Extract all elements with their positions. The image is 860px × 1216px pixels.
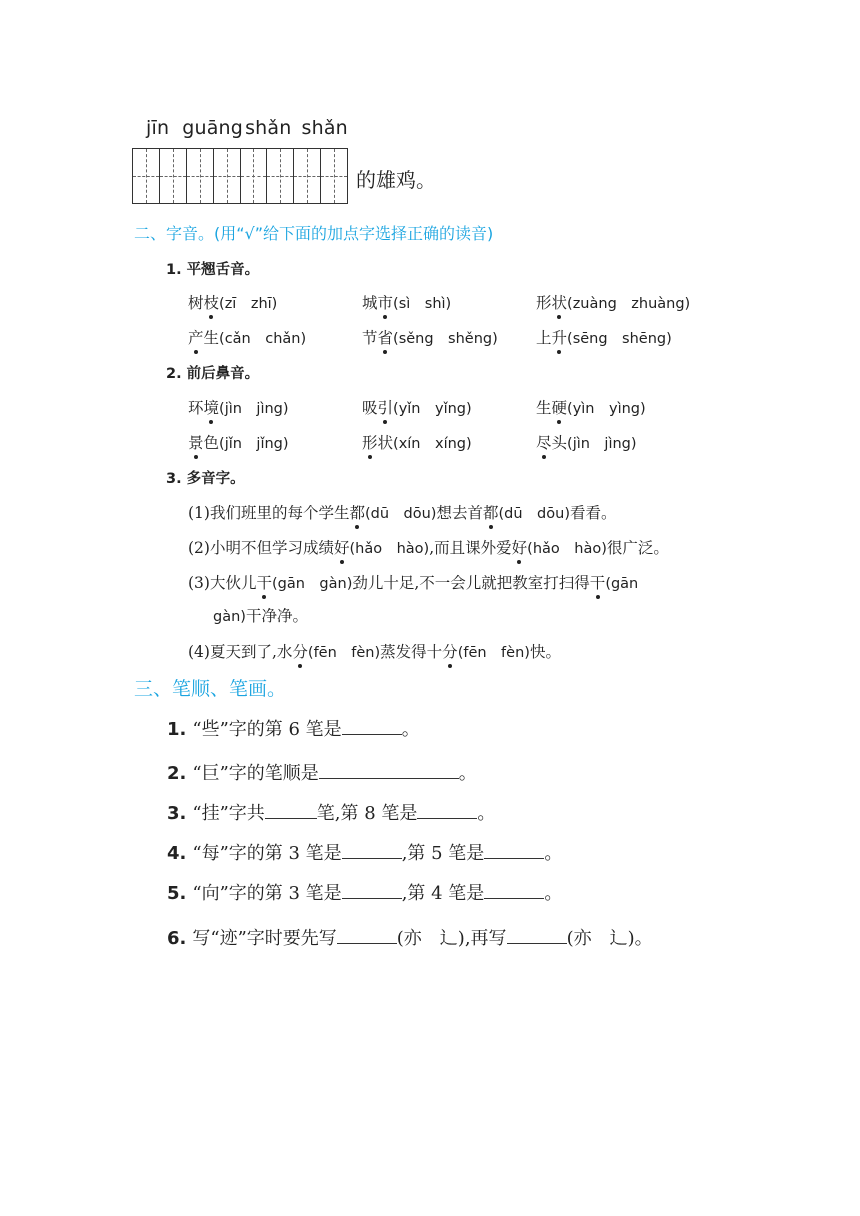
pinyin-row — [146, 117, 361, 139]
char: 形 — [536, 294, 552, 312]
question-text: 。 — [477, 803, 496, 824]
subsection-title: 3. 多音字。 — [166, 471, 245, 487]
pronunciation-item[interactable] — [188, 396, 289, 418]
pinyin-options[interactable]: (cǎn chǎn) — [219, 331, 307, 347]
dotted-char: 都 — [482, 504, 499, 522]
char: 节 — [362, 329, 378, 347]
dotted-char: 都 — [349, 504, 365, 522]
char: 上 — [536, 329, 552, 347]
sentence-text: 很广泛。 — [606, 539, 669, 557]
pinyin-options[interactable]: (hǎo hào) — [349, 541, 430, 557]
question-text: 笔,第 8 笔是 — [316, 803, 418, 824]
question-text: 。 — [544, 883, 563, 904]
answer-blank[interactable] — [342, 880, 402, 899]
question-number: 5. — [167, 883, 187, 904]
question-text: 。 — [401, 719, 420, 740]
char: 头 — [551, 434, 568, 452]
grid-cell[interactable] — [267, 149, 294, 203]
dotted-char: 干 — [589, 574, 606, 592]
answer-blank[interactable] — [507, 925, 567, 944]
pronunciation-item[interactable] — [362, 431, 472, 453]
dotted-char: 产 — [188, 329, 204, 347]
question-number: 1. — [167, 719, 187, 740]
question-text: ,再写 — [464, 928, 507, 949]
sentence-text: 劲儿十足,不一会儿就把教室打扫得 — [352, 574, 590, 592]
sentence-text: (2)小明不但学习成绩 — [188, 539, 334, 557]
char: 吸 — [362, 399, 378, 417]
pinyin-options[interactable]: (fēn fèn) — [307, 645, 381, 661]
sentence-text: (3)大伙儿 — [188, 574, 257, 592]
question-text: “每”字的第 3 笔是 — [192, 843, 342, 864]
question-number: 6. — [167, 928, 187, 949]
stroke-options[interactable]: (亦 ⻌) — [396, 928, 465, 949]
question-text: 。 — [458, 763, 477, 784]
dotted-char: 分 — [292, 643, 308, 661]
pronunciation-item[interactable] — [536, 326, 672, 348]
char: 环 — [188, 399, 204, 417]
pronunciation-item[interactable] — [536, 291, 690, 313]
pronunciation-item[interactable] — [362, 326, 498, 348]
dotted-char: 尽 — [536, 434, 552, 452]
char: 树 — [188, 294, 204, 312]
stroke-question — [167, 715, 420, 741]
question-text: “挂”字共 — [192, 803, 265, 824]
question-number: 4. — [167, 843, 187, 864]
polyphone-sentence — [188, 571, 638, 593]
pinyin-options[interactable]: (jǐn jǐng) — [219, 436, 289, 452]
dotted-char: 好 — [511, 539, 528, 557]
dotted-char: 枝 — [203, 294, 220, 312]
polyphone-sentence-continued — [213, 604, 308, 626]
grid-cell[interactable] — [321, 149, 347, 203]
question-text: 。 — [544, 843, 563, 864]
pinyin-options[interactable]: (hǎo hào) — [527, 541, 607, 557]
stroke-question — [167, 799, 495, 825]
pinyin-options[interactable]: (zī zhī) — [219, 296, 278, 312]
pinyin-options[interactable]: (yìn yìng) — [567, 401, 646, 417]
pronunciation-item[interactable] — [188, 431, 289, 453]
question-text: ,第 5 笔是 — [401, 843, 485, 864]
question-number: 3. — [167, 803, 187, 824]
sentence-text: 干净净。 — [245, 607, 308, 625]
pronunciation-item[interactable] — [536, 431, 637, 453]
answer-blank[interactable] — [484, 880, 544, 899]
answer-blank[interactable] — [417, 800, 477, 819]
dotted-char: 干 — [256, 574, 272, 592]
sentence-text: (1)我们班里的每个学生 — [188, 504, 350, 522]
char: 生 — [203, 329, 220, 347]
pinyin-options[interactable]: (gān — [605, 576, 639, 592]
answer-blank[interactable] — [484, 840, 544, 859]
stroke-question — [167, 839, 562, 865]
stroke-question — [167, 879, 562, 905]
pinyin-options[interactable]: (dū dōu) — [498, 506, 570, 522]
sentence-text: 想去首 — [436, 504, 483, 522]
polyphone-sentence — [188, 501, 617, 523]
pronunciation-item[interactable] — [188, 291, 277, 313]
grid-cell[interactable] — [133, 149, 160, 203]
char: 生 — [536, 399, 552, 417]
writing-grid[interactable] — [132, 148, 348, 204]
pinyin-options[interactable]: (jìn jìng) — [219, 401, 289, 417]
polyphone-sentence — [188, 640, 561, 662]
dotted-char: 形 — [362, 434, 378, 452]
pinyin-options[interactable]: (fēn fèn) — [457, 645, 530, 661]
sentence-text: 看看。 — [569, 504, 617, 522]
answer-blank[interactable] — [342, 840, 402, 859]
subsection-title: 2. 前后鼻音。 — [166, 366, 260, 382]
dotted-char: 境 — [203, 399, 220, 417]
dotted-char: 省 — [377, 329, 394, 347]
pinyin-options[interactable]: (sěng shěng) — [393, 331, 498, 347]
sentence-text: ,而且课外爱 — [429, 539, 512, 557]
pinyin-syllable: shǎn — [245, 117, 292, 139]
pronunciation-item[interactable] — [536, 396, 646, 418]
pinyin-options[interactable]: gàn) — [213, 609, 246, 625]
char: 色 — [203, 434, 220, 452]
pinyin-options[interactable]: (zuàng zhuàng) — [567, 296, 691, 312]
answer-blank[interactable] — [319, 760, 459, 779]
grid-cell[interactable] — [294, 149, 321, 203]
dotted-char: 引 — [377, 399, 394, 417]
grid-suffix-text: 的雄鸡。 — [356, 168, 436, 192]
pronunciation-item[interactable] — [188, 326, 306, 348]
stroke-question — [167, 924, 653, 950]
sentence-text: 快。 — [529, 643, 561, 661]
pinyin-options[interactable]: (yǐn yǐng) — [393, 401, 472, 417]
question-text: “向”字的第 3 笔是 — [192, 883, 342, 904]
stroke-question — [167, 759, 477, 785]
answer-blank[interactable] — [342, 716, 402, 735]
question-text: “些”字的第 6 笔是 — [192, 719, 342, 740]
question-text: 。 — [634, 928, 653, 949]
pinyin-options[interactable]: (jìn jìng) — [567, 436, 637, 452]
question-number: 2. — [167, 763, 187, 784]
pinyin-syllable: jīn — [146, 117, 170, 139]
stroke-options[interactable]: (亦 ⻌) — [566, 928, 635, 949]
answer-blank[interactable] — [265, 800, 317, 819]
dotted-char: 分 — [442, 643, 458, 661]
dotted-char: 市 — [377, 294, 394, 312]
pinyin-options[interactable]: (sì shì) — [393, 296, 452, 312]
pronunciation-item[interactable] — [362, 291, 451, 313]
pinyin-syllable: shǎn — [301, 117, 348, 139]
answer-blank[interactable] — [337, 925, 397, 944]
dotted-char: 升 — [551, 329, 568, 347]
subsection-title: 1. 平翘舌音。 — [166, 262, 260, 278]
pronunciation-item[interactable] — [362, 396, 472, 418]
sentence-text: (4)夏天到了,水 — [188, 643, 293, 661]
pinyin-options[interactable]: (xín xíng) — [393, 436, 472, 452]
question-text: “巨”字的笔顺是 — [192, 763, 319, 784]
grid-cell[interactable] — [214, 149, 241, 203]
pinyin-options[interactable]: (gān gàn) — [271, 576, 353, 592]
dotted-char: 好 — [333, 539, 350, 557]
pinyin-options[interactable]: (sēng shēng) — [567, 331, 672, 347]
grid-cell[interactable] — [187, 149, 214, 203]
dotted-char: 景 — [188, 434, 204, 452]
section-title-strokes: 三、笔顺、笔画。 — [134, 678, 287, 700]
pinyin-syllable: guāng — [182, 117, 244, 139]
grid-cell[interactable] — [241, 149, 268, 203]
char: 城 — [362, 294, 378, 312]
dotted-char: 硬 — [551, 399, 568, 417]
char: 状 — [377, 434, 394, 452]
grid-cell[interactable] — [160, 149, 187, 203]
sentence-text: 蒸发得十 — [380, 643, 443, 661]
question-text: ,第 4 笔是 — [401, 883, 485, 904]
pinyin-options[interactable]: (dū dōu) — [364, 506, 437, 522]
polyphone-sentence — [188, 536, 669, 558]
section-title-pronunciation: 二、字音。(用“√”给下面的加点字选择正确的读音) — [134, 224, 494, 243]
dotted-char: 状 — [551, 294, 568, 312]
question-text: 写“迹”字时要先写 — [192, 928, 337, 949]
